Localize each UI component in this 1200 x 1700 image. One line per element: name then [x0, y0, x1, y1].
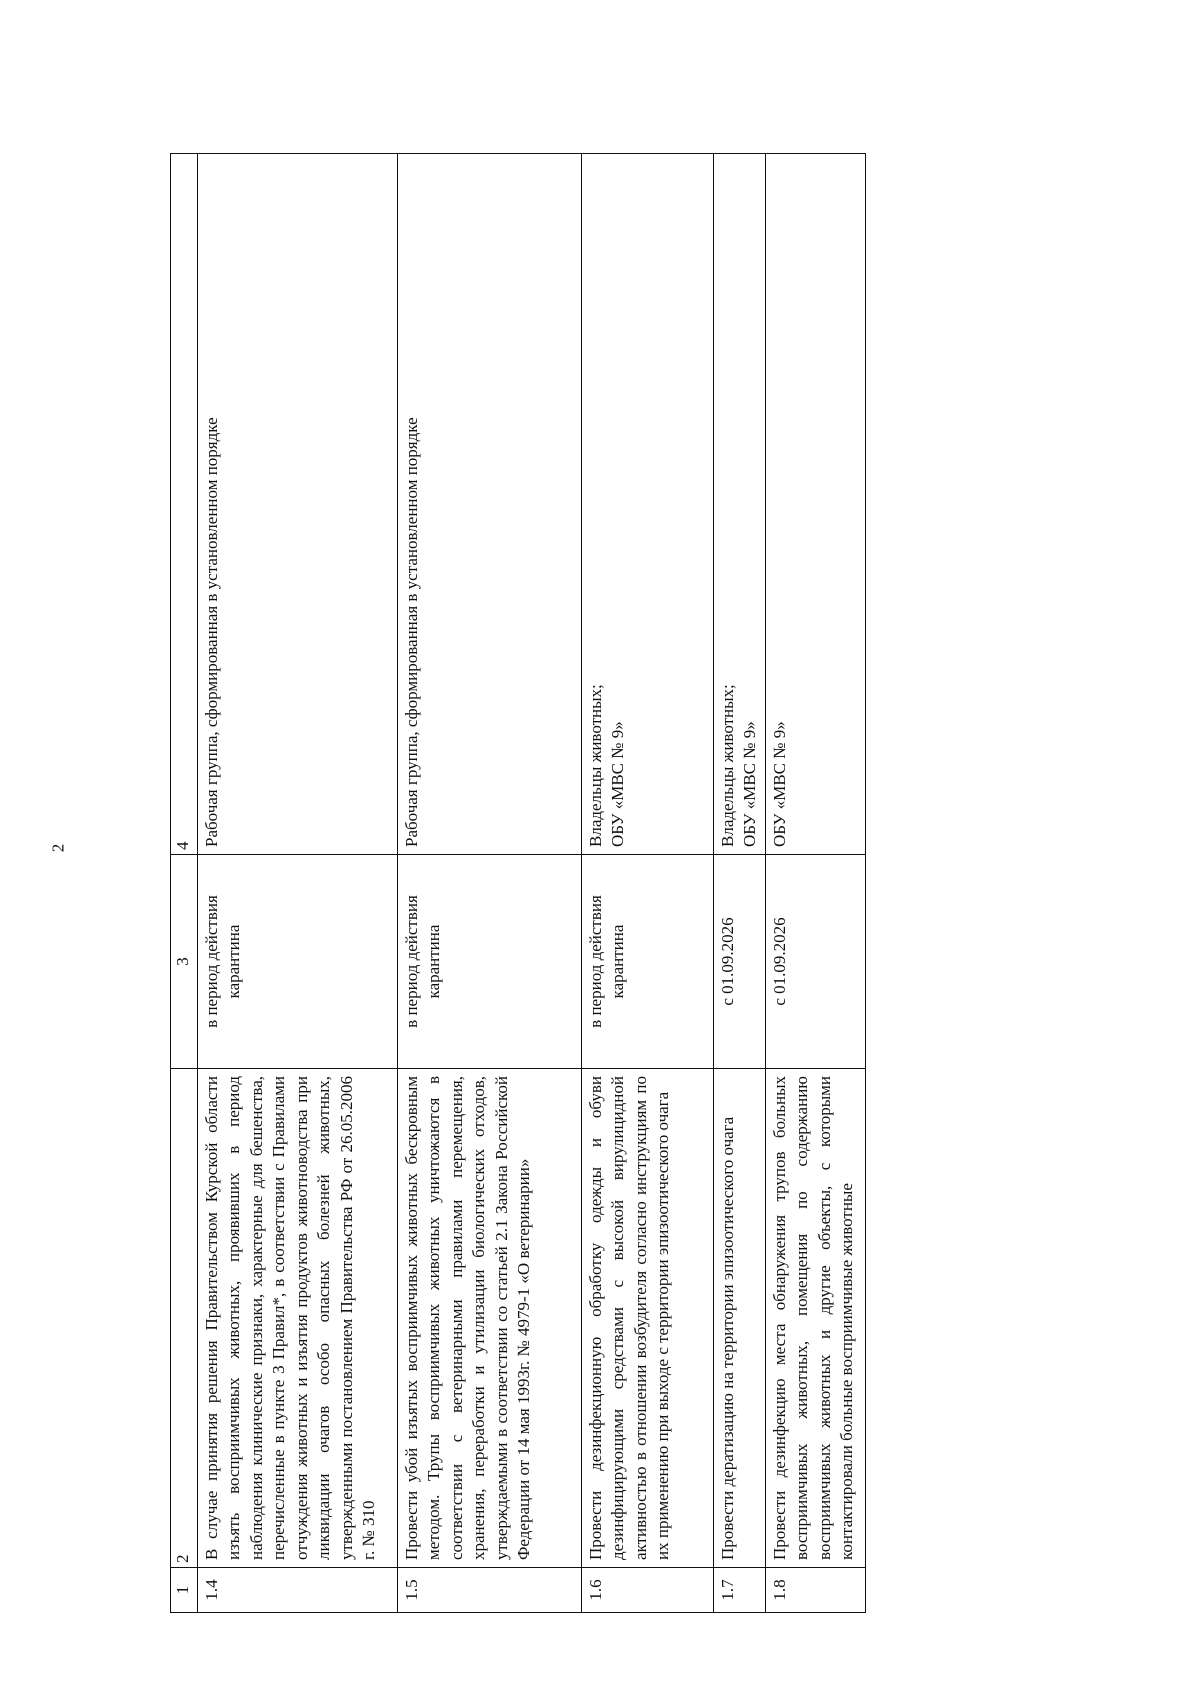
- column-header-2: 2: [171, 1069, 198, 1568]
- row-number: 1.4: [198, 1568, 398, 1613]
- row-number: 1.7: [714, 1568, 766, 1613]
- table-row: [198, 154, 398, 1613]
- responsible-cell: [582, 154, 714, 855]
- responsible-cell: [714, 154, 766, 855]
- responsible-line: ОБУ «МВС № 9»: [770, 721, 789, 847]
- measure-cell: Провести дезинфекцию места обнаружения трупов больных восприимчивых животных, помещения по содержанию восприимчивых животных и другие объекты, с которыми контактировали больные восприимчивые животные: [766, 1069, 866, 1568]
- table-row: [398, 154, 582, 1613]
- column-header-1: 1: [171, 1568, 198, 1613]
- responsible-line: ОБУ «МВС № 9»: [740, 721, 760, 847]
- responsible-line: Рабочая группа, сформированная в установленном порядке: [202, 417, 221, 847]
- row-number: 1.6: [582, 1568, 714, 1613]
- header-row: [171, 154, 198, 1613]
- column-header-4: 4: [171, 154, 198, 855]
- row-number: 1.8: [766, 1568, 866, 1613]
- responsible-line: Рабочая группа, сформированная в установленном порядке: [402, 417, 421, 847]
- measure-cell: В случае принятия решения Правительством Курской области изъять восприимчивых животных, проявивших в период наблюдения клинические признаки, характерные для бешенства, перечисленные в пункте 3 Правил*, в соответствии с Правилами отчуждения животных и изъятия продуктов животноводства при ликвидации очагов особо опасных болезней животных, утвержденными постановлением Правительства РФ от 26.05.2006 г. № 310: [198, 1069, 398, 1568]
- measure-cell: Провести дезинфекционную обработку одежды и обуви дезинфицирующими средствами с высокой вирулицидной активностью в отношении возбудителя согласно инструкциям по их применению при выходе с территории эпизоотического очага: [582, 1069, 714, 1568]
- responsible-cell: [198, 154, 398, 855]
- page-number: 2: [48, 843, 68, 853]
- column-header-3: 3: [171, 855, 198, 1069]
- responsible-line: ОБУ «МВС № 9»: [608, 721, 628, 847]
- measures-table: [170, 153, 866, 1613]
- responsible-line: Владельцы животных;: [586, 684, 605, 847]
- responsible-cell: [766, 154, 866, 855]
- responsible-line: Владельцы животных;: [718, 684, 737, 847]
- term-cell: с 01.09.2026: [766, 855, 866, 1069]
- term-cell: в период действия карантина: [198, 855, 398, 1069]
- table-row: [582, 154, 714, 1613]
- table-row: [766, 154, 866, 1613]
- table-row: [714, 154, 766, 1613]
- responsible-cell: [398, 154, 582, 855]
- measure-cell: Провести дератизацию на территории эпизоотического очага: [714, 1069, 766, 1568]
- term-cell: в период действия карантина: [398, 855, 582, 1069]
- term-cell: в период действия карантина: [582, 855, 714, 1069]
- row-number: 1.5: [398, 1568, 582, 1613]
- term-cell: с 01.09.2026: [714, 855, 766, 1069]
- measure-cell: Провести убой изъятых восприимчивых животных бескровным методом. Трупы восприимчивых животных уничтожаются в соответствии с ветеринарными правилами перемещения, хранения, переработки и утилизации биологических отходов, утверждаемыми в соответствии со статьей 2.1 Закона Российской Федерации от 14 мая 1993г. № 4979-1 «О ветеринарии»: [398, 1069, 582, 1568]
- rotated-sheet: [170, 153, 1190, 1613]
